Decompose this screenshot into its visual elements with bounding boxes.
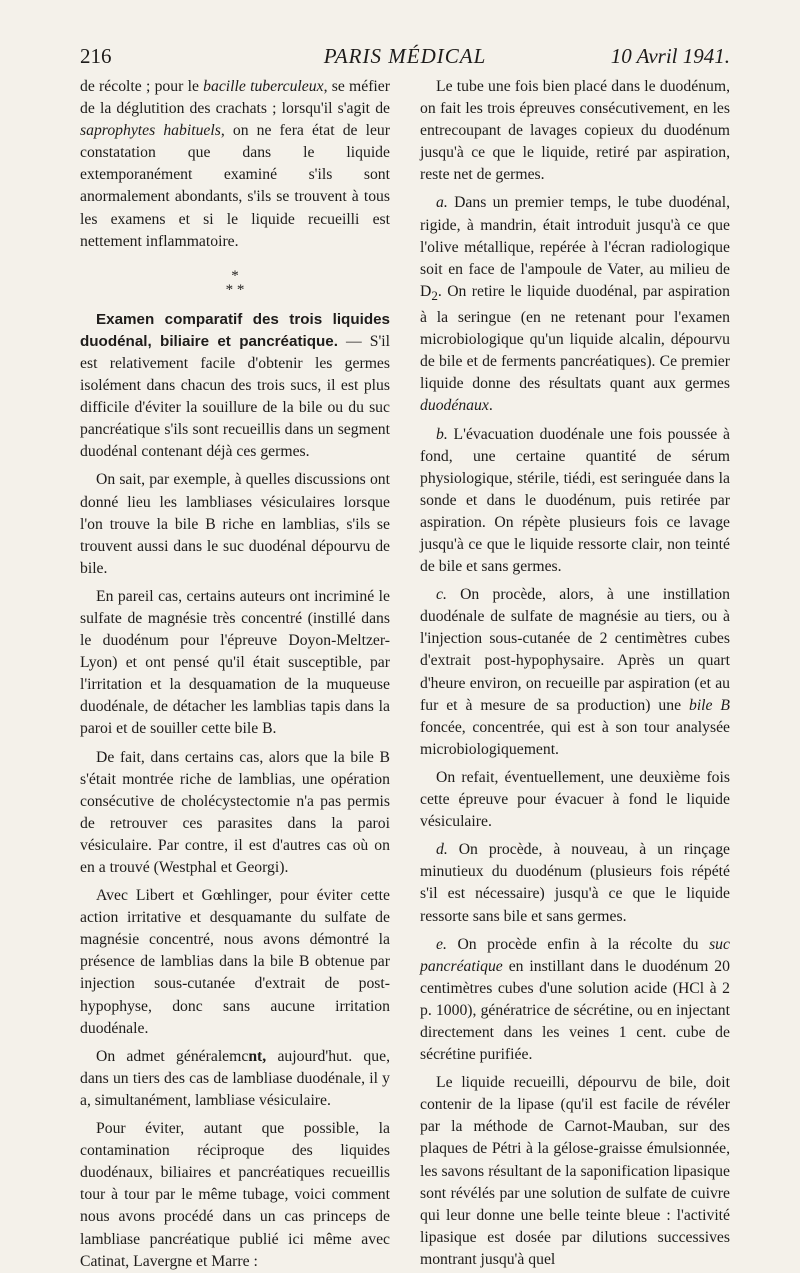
- paragraph: d. On procède, à nouveau, à un rinçage minutieux du duodénum (plusieurs fois répété s'il est nécessaire) jusqu'à ce que le liquide ressorte sans bile et sans germes.: [420, 841, 730, 925]
- left-column: [80, 76, 390, 1270]
- paragraph: Le liquide recueilli, dépourvu de bile, doit contenir de la lipase (qu'il est facile de révéler par la méthode de Carnot-Mauban, sur des plaques de Pétri à la gélose-graisse émulsionnée, les savons résultant de la saponification lipasique sont révélés par une solution de sulfate de cuivre qui leur donne une belle teinte bleue : l'activité lipasique est dosée par dilutions successives montrant jusqu'à quel: [420, 1074, 730, 1268]
- running-header: [80, 40, 730, 74]
- paragraph: Avec Libert et Gœhlinger, pour éviter cette action irritative et desquamante du sulfate de magnésie concentré, nous avons démontré la présence de lamblias dans la bile B obtenue par injection sous-cutanée d'extrait de post-hypophyse, donc sans aucune irritation duodénale.: [80, 887, 390, 1037]
- section-paragraph: Examen comparatif des trois liquides duodénal, biliaire et pancréatique. — S'il est relativement facile d'obtenir les germes isolément dans chacun des trois sucs, il est plus difficile d'éviter la souillure de la bile ou du suc pancréatique s'ils sont recueillis dans un segment duodénal contenant déjà ces germes.: [80, 310, 390, 461]
- paragraph: On refait, éventuellement, une deuxième fois cette épreuve pour évacuer à fond le liquide vésiculaire.: [420, 768, 730, 831]
- paragraph: On admet généralemcnt, aujourd'hut. que, dans un tiers des cas de lambliase duodénale, il y a, simultanément, lambliase vésiculaire.: [80, 1047, 390, 1109]
- paragraph: Pour éviter, autant que possible, la contamination réciproque des liquides duodénaux, biliaires et pancréatiques recueillis tour à tour par le même tubage, voici comment nous avons procédé dans un cas princeps de lambliase pancréatique publié ici même avec Catinat, Lavergne et Marre :: [80, 1120, 390, 1270]
- paragraph: De fait, dans certains cas, alors que la bile B s'était montrée riche de lamblias, une opération consécutive de cholécystectomie n'a pas permis de retrouver ces parasites dans la paroi vésiculaire. Par contre, il est d'autres cas où on en a trouvé (Westphal et Georgi).: [80, 748, 390, 876]
- paragraph: c. On procède, alors, à une instillation duodénale de sulfate de magnésie au tiers, ou à l'injection sous-cutanée de 2 centimètres cubes d'extrait post-hypophysaire. Après un quart d'heure environ, on recueille par aspiration (et au fur et à mesure de sa production) une bile B foncée, concentrée, qui est à son tour analysée microbiologiquement.: [420, 586, 730, 758]
- paragraph: On sait, par exemple, à quelles discussions ont donné lieu les lambliases vésiculaires lorsque l'on trouve la bile B riche en lamblias, s'ils se trouvent aussi dans le suc duodénal dépourvu de bile.: [80, 471, 390, 577]
- section-separator: * * *: [225, 267, 245, 298]
- journal-title: PARIS MÉDICAL: [323, 44, 487, 68]
- paragraph: Le tube une fois bien placé dans le duodénum, on fait les trois épreuves consécutivement, en les entrecoupant de lavages copieux du duodénum jusqu'à ce que le liquide, retiré par aspiration, reste net de germes.: [420, 78, 730, 184]
- paragraph: de récolte ; pour le bacille tuberculeux, se méfier de la déglutition des crachats ; lorsqu'il s'agit de saprophytes habituels, on ne fera état de leur constatation que dans le liquide extemporanément examiné s'ils sont anormalement abondants, s'ils se trouvent à tous les examens et si le liquide recueilli est nettement inflammatoire.: [80, 78, 390, 250]
- issue-date: 10 Avril 1941.: [610, 44, 730, 68]
- paragraph: b. L'évacuation duodénale une fois poussée à fond, une certaine quantité de sérum physiologique, stérile, tiédi, est seringuée dans la sonde et dans le duodénum, puis retirée par aspiration. On répète plusieurs fois ce lavage jusqu'à ce que le liquide ressorte clair, non teinté de bile et sans germes.: [420, 425, 730, 576]
- paragraph: e. On procède enfin à la récolte du suc pancréatique en instillant dans le duodénum 20 centimètres cubes d'une solution acide (HCl à 2 p. 1000), génératrice de sécrétine, ou en injectant directement dans les veines 1 cent. cube de sécrétine purifiée.: [420, 935, 730, 1064]
- paragraph: En pareil cas, certains auteurs ont incriminé le sulfate de magnésie très concentré (instillé dans le duodénum pour l'épreuve Doyon-Meltzer-Lyon) et ont pensé qu'il était susceptible, par l'irritation et la desquamation de la muqueuse duodénale, de détacher les lamblias tapis dans la paroi et de souiller cette bile B.: [80, 587, 390, 738]
- paragraph: a. Dans un premier temps, le tube duodénal, rigide, à mandrin, était introduit jusqu'à ce que l'olive métallique, repérée à l'écran radiologique soit en face de l'ampoule de Vater, au milieu de $D_2$. On retire le liquide duodénal, par aspiration à la seringue (en ne retenant pour l'examen microbiologique qu'un liquide alcalin, dépourvu de bile et de ferments pancréatiques). Ce premier liquide donne des résultats quant aux germes duodénaux.: [420, 194, 730, 415]
- section-title: Examen comparatif des trois liquides duodénal, biliaire et pancréatique.: [80, 310, 390, 350]
- page-number: 216: [80, 44, 112, 68]
- right-column: [420, 76, 730, 1268]
